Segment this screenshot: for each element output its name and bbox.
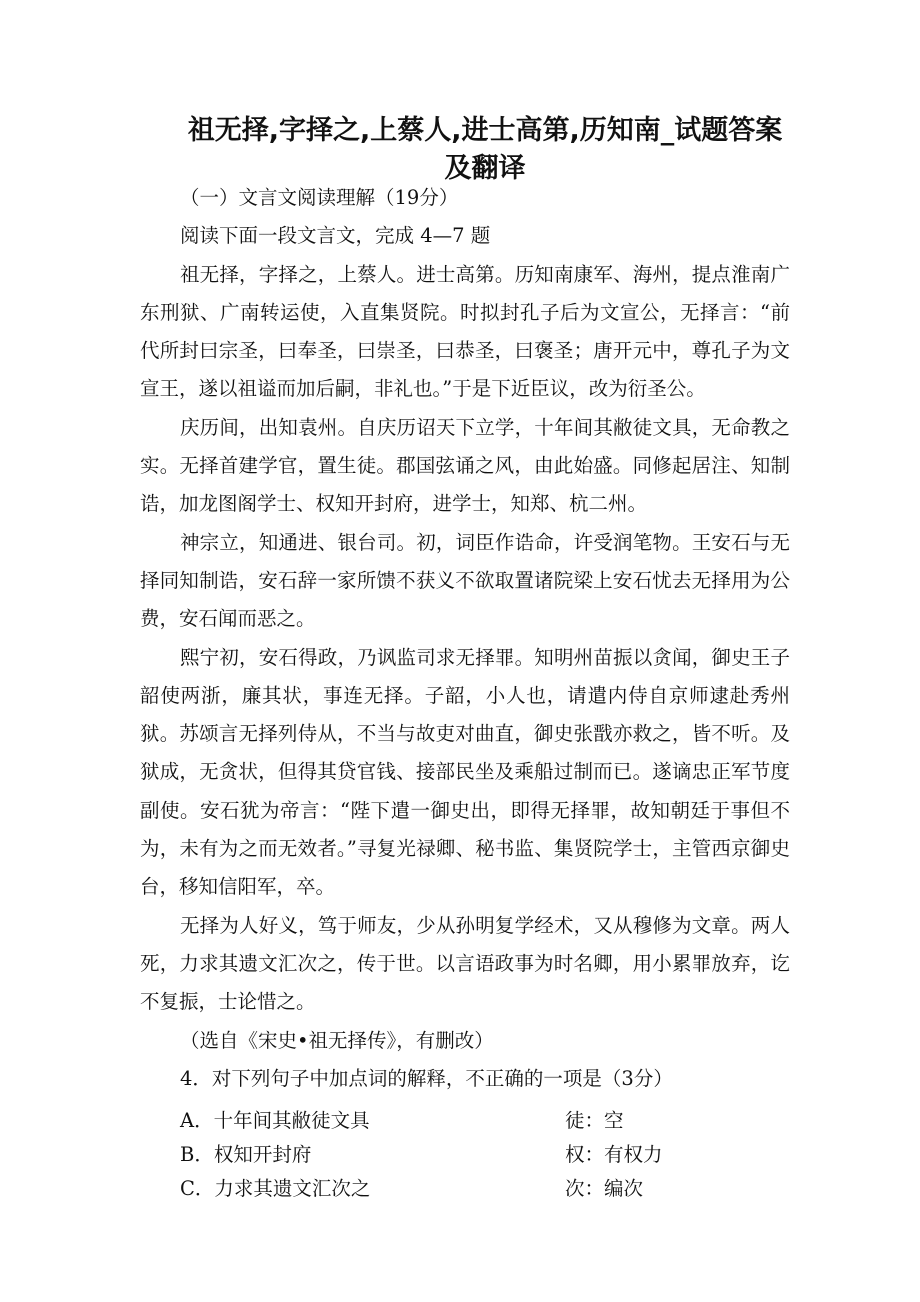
passage-paragraph: 无择为人好义，笃于师友，少从孙明复学经术，又从穆修为文章。两人死，力求其遗文汇次之，传于世。以言语政事为时名卿，用小累罪放弃，讫不复振，士论惜之。 <box>140 913 790 1014</box>
option-gloss: 徒：空 <box>565 1109 624 1133</box>
option-sentence <box>180 1170 370 1208</box>
document-title: 祖无择,字择之,上蔡人,进士高第,历知南_试题答案及翻译 <box>187 115 783 184</box>
section-heading: （一）文言文阅读理解（19分） <box>180 186 459 209</box>
option-letter: A． <box>180 1109 214 1133</box>
document-body <box>140 179 790 1204</box>
passage-paragraph: 神宗立，知通进、银台司。初，词臣作诰命，许受润笔物。王安石与无择同知制诰，安石辞一家所馈不获义不欲取置诸院梁上安石忧去无择用为公费，安石闻而恶之。 <box>140 530 790 631</box>
option-text: 十年间其敝徒文具 <box>213 1109 370 1133</box>
reading-instruction: 阅读下面一段文言文，完成 4—7 题 <box>180 224 491 248</box>
answer-option-b <box>140 1136 790 1170</box>
passage-paragraph: 祖无择，字择之，上蔡人。进士高第。历知南康军、海州，提点淮南广东刑狱、广南转运使，入直集贤院。时拟封孔子后为文宣公，无择言：“前代所封曰宗圣，曰奉圣，曰崇圣，曰恭圣，曰褒圣；唐开元中，尊孔子为文宣王，遂以祖谥而加后嗣，非礼也。”于是下近臣议，改为衍圣公。 <box>140 262 790 401</box>
answer-options <box>140 1102 790 1204</box>
option-letter: C． <box>180 1177 215 1201</box>
passage-paragraph: 熙宁初，安石得政，乃讽监司求无择罪。知明州苗振以贪闻，御史王子韶使两浙，廉其状，事连无择。子韶，小人也，请遣内侍自京师逮赴秀州狱。苏颂言无择列侍从，不当与故吏对曲直，御史张戬亦救之，皆不听。及狱成，无贪状，但得其贷官钱、接部民坐及乘船过制而已。遂谪忠正军节度副使。安石犹为帝言：“陛下遣一御史出，即得无择罪，故知朝廷于事但不为，未有为之而无效者。”寻复光禄卿、秘书监、集贤院学士，主管西京御史台，移知信阳军，卒。 <box>140 645 790 899</box>
option-text: 权知开封府 <box>213 1143 312 1167</box>
answer-option-a <box>140 1102 790 1136</box>
option-letter: B． <box>180 1143 214 1167</box>
option-sentence <box>180 1102 370 1140</box>
source-note: （选自《宋史•祖无择传》，有删改） <box>180 1028 494 1052</box>
option-sentence <box>180 1136 311 1174</box>
passage-paragraph: 庆历间，出知袁州。自庆历诏天下立学，十年间其敝徒文具，无命教之实。无择首建学官，置生徒。郡国弦诵之风，由此始盛。同修起居注、知制诰，加龙图阁学士、权知开封府，进学士，知郑、杭二州。 <box>140 415 790 516</box>
question-stem: 4．对下列句子中加点词的解释，不正确的一项是（3分） <box>180 1066 673 1090</box>
option-text: 力求其遗文汇次之 <box>214 1177 371 1201</box>
option-gloss: 权：有权力 <box>565 1143 663 1167</box>
answer-option-c <box>140 1170 790 1204</box>
option-gloss: 次：编次 <box>565 1177 644 1201</box>
